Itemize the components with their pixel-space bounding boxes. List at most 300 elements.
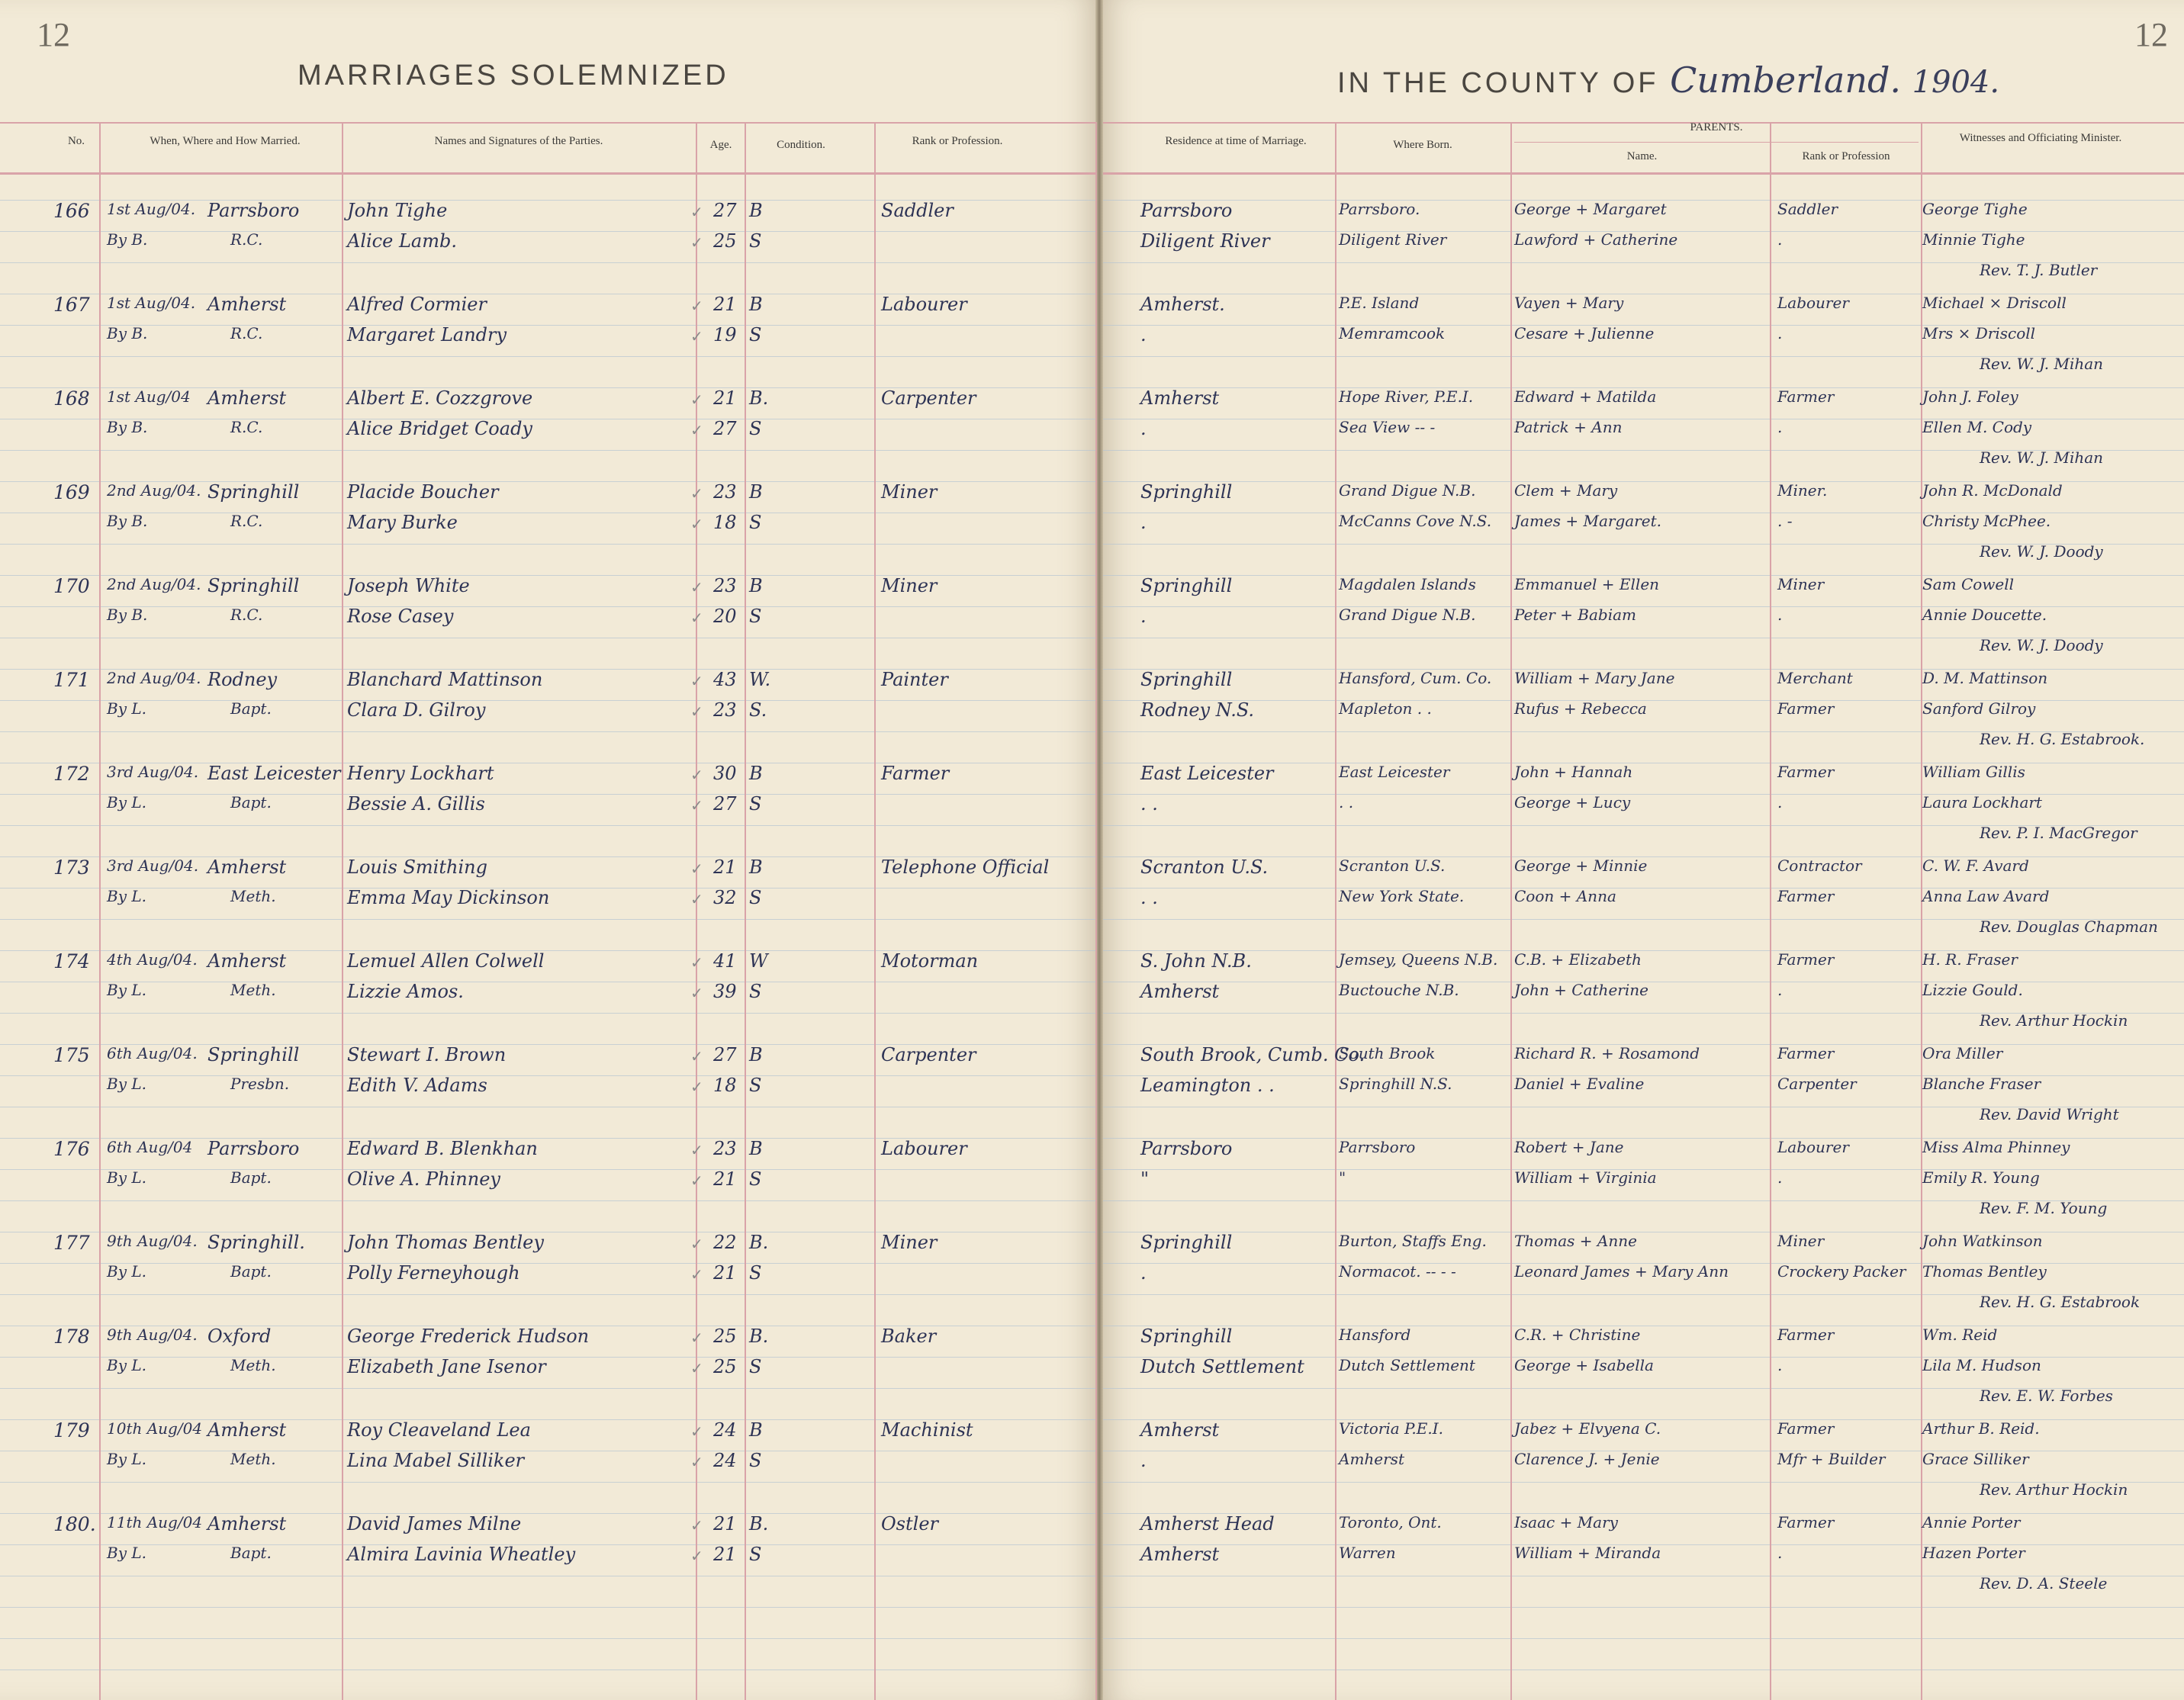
check-mark-icon: ✓ [690, 702, 703, 721]
groom-parents-profession: Farmer [1777, 1044, 1835, 1062]
bride-parents: William + Virginia [1514, 1168, 1657, 1187]
check-mark-icon: ✓ [690, 203, 703, 221]
bride-parents: James + Margaret. [1514, 512, 1661, 530]
header-bottom-rule [1103, 172, 2184, 175]
check-mark-icon: ✓ [690, 233, 703, 252]
bride-birthplace: New York State. [1339, 887, 1465, 905]
groom-name: Lemuel Allen Colwell [347, 950, 545, 972]
marriage-method: By L. [107, 1168, 146, 1187]
entry-number: 180. [53, 1513, 96, 1535]
ruled-line [0, 919, 1095, 920]
groom-name: John Tighe [347, 200, 448, 221]
bride-residence: " [1140, 1168, 1150, 1190]
bride-birthplace: " [1339, 1168, 1346, 1187]
groom-parents-profession: Farmer [1777, 950, 1835, 969]
marriage-date: 2nd Aug/04. [107, 575, 201, 593]
groom-condition: B. [749, 1326, 769, 1347]
witness-2: Christy McPhee. [1922, 512, 2051, 530]
marriage-method: By L. [107, 699, 146, 718]
officiating-minister: Rev. H. G. Estabrook. [1980, 730, 2145, 748]
groom-profession: Saddler [881, 200, 954, 221]
groom-profession: Labourer [881, 1138, 967, 1159]
groom-parents-profession: Saddler [1777, 200, 1838, 218]
ruled-line [0, 825, 1095, 826]
groom-name: Joseph White [347, 575, 470, 596]
marriage-place: Amherst [207, 856, 287, 878]
marriage-method: By L. [107, 887, 146, 905]
groom-profession: Farmer [881, 763, 950, 784]
officiating-minister: Rev. W. J. Doody [1980, 542, 2103, 561]
marriage-place: Amherst [207, 387, 287, 409]
groom-name: Louis Smithing [347, 856, 487, 878]
groom-name: Stewart I. Brown [347, 1044, 507, 1065]
witness-2: Ellen M. Cody [1922, 418, 2032, 436]
county-name: Cumberland. [1670, 59, 1902, 101]
bride-condition: S [749, 981, 762, 1002]
marriage-date: 11th Aug/04 [107, 1513, 203, 1531]
bride-name: Margaret Landry [347, 324, 507, 345]
groom-condition: W. [749, 669, 771, 690]
ruled-line [0, 1294, 1095, 1295]
groom-birthplace: Scranton U.S. [1339, 856, 1446, 875]
marriage-place: Springhill [207, 481, 300, 503]
bride-parents: Cesare + Julienne [1514, 324, 1655, 342]
marriage-place: Amherst [207, 294, 287, 315]
groom-parents-profession: Miner. [1777, 481, 1828, 500]
witness-1: H. R. Fraser [1922, 950, 2018, 969]
ruled-line [0, 700, 1095, 701]
marriage-place: Springhill [207, 1044, 300, 1065]
groom-parents: Vayen + Mary [1514, 294, 1624, 312]
witness-2: Laura Lockhart [1922, 793, 2042, 811]
officiating-minister: Rev. W. J. Doody [1980, 636, 2103, 654]
ruled-line [1103, 1669, 2184, 1670]
check-mark-icon: ✓ [690, 766, 703, 784]
ruled-line [1103, 1638, 2184, 1639]
marriage-place: East Leicester [207, 763, 341, 784]
entry-number: 177 [53, 1232, 90, 1254]
groom-condition: B [749, 575, 763, 596]
bride-condition: S [749, 1262, 762, 1284]
bride-birthplace: Buctouche N.B. [1339, 981, 1459, 999]
groom-name: David James Milne [347, 1513, 522, 1534]
bride-parents-profession: Farmer [1777, 887, 1835, 905]
witness-1: Annie Porter [1922, 1513, 2021, 1531]
groom-name: Placide Boucher [347, 481, 499, 503]
bride-parents-profession: . [1777, 418, 1783, 436]
marriage-date: 1st Aug/04. [107, 200, 196, 218]
bride-name: Almira Lavinia Wheatley [347, 1544, 576, 1565]
marriage-date: 10th Aug/04 [107, 1419, 203, 1438]
bride-birthplace: McCanns Cove N.S. [1339, 512, 1492, 530]
groom-profession: Machinist [881, 1419, 973, 1441]
marriage-date: 1st Aug/04 [107, 387, 191, 406]
groom-parents: Emmanuel + Ellen [1514, 575, 1660, 593]
ruled-line [0, 262, 1095, 263]
bride-parents: Lawford + Catherine [1514, 230, 1678, 249]
bride-name: Clara D. Gilroy [347, 699, 486, 721]
ruled-line [0, 1638, 1095, 1639]
entry-number: 176 [53, 1138, 90, 1160]
groom-parents: George + Margaret [1514, 200, 1667, 218]
left-page-number: 12 [37, 16, 70, 53]
groom-age: 27 [713, 1044, 737, 1065]
register-year: 1904. [1912, 65, 2000, 100]
entry-number: 168 [53, 387, 90, 410]
marriage-place: Springhill. [207, 1232, 305, 1253]
denomination: Bapt. [230, 699, 272, 718]
bride-age: 27 [713, 418, 737, 439]
bride-residence: Amherst [1140, 1544, 1220, 1565]
ruled-line [1103, 950, 2184, 951]
groom-residence: Amherst. [1140, 294, 1225, 315]
groom-residence: Springhill [1140, 575, 1233, 596]
bride-name: Emma May Dickinson [347, 887, 550, 908]
groom-parents: Thomas + Anne [1514, 1232, 1637, 1250]
marriage-place: Amherst [207, 950, 287, 972]
marriage-method: By B. [107, 606, 148, 624]
marriage-place: Parrsboro [207, 1138, 300, 1159]
groom-birthplace: P.E. Island [1339, 294, 1420, 312]
groom-parents: Edward + Matilda [1514, 387, 1657, 406]
groom-birthplace: Burton, Staffs Eng. [1339, 1232, 1487, 1250]
entry-number: 178 [53, 1326, 90, 1348]
bride-condition: S [749, 1450, 762, 1471]
bride-residence: . [1140, 1450, 1147, 1471]
groom-parents-profession: Miner [1777, 575, 1825, 593]
witness-1: John R. McDonald [1922, 481, 2063, 500]
header-condition: Condition. [777, 139, 825, 151]
groom-birthplace: Magdalen Islands [1339, 575, 1476, 593]
witness-2: Lila M. Hudson [1922, 1356, 2041, 1374]
marriage-method: By B. [107, 512, 148, 530]
groom-parents-profession: Merchant [1777, 669, 1853, 687]
groom-profession: Baker [881, 1326, 937, 1347]
bride-residence: . [1140, 606, 1147, 627]
check-mark-icon: ✓ [690, 297, 703, 315]
entry-number: 172 [53, 763, 90, 785]
witness-1: Sam Cowell [1922, 575, 2015, 593]
bride-parents: Coon + Anna [1514, 887, 1616, 905]
groom-condition: B [749, 1419, 763, 1441]
witness-2: Mrs × Driscoll [1922, 324, 2036, 342]
check-mark-icon: ✓ [690, 890, 703, 908]
groom-profession: Miner [881, 481, 938, 503]
bride-birthplace: Memramcook [1339, 324, 1446, 342]
header-no: No. [67, 135, 85, 147]
groom-profession: Carpenter [881, 1044, 976, 1065]
groom-birthplace: Hope River, P.E.I. [1339, 387, 1474, 406]
ruled-line [0, 1669, 1095, 1670]
header-parent-rank: Rank or Profession [1802, 150, 1890, 162]
groom-parents: Clem + Mary [1514, 481, 1618, 500]
entry-number: 169 [53, 481, 90, 503]
groom-parents-profession: Contractor [1777, 856, 1862, 875]
bride-parents-profession: . [1777, 230, 1783, 249]
bride-residence: . [1140, 1262, 1147, 1284]
bride-parents-profession: . [1777, 1544, 1783, 1562]
marriage-date: 6th Aug/04 [107, 1138, 193, 1156]
groom-condition: B [749, 294, 763, 315]
header-bottom-rule [0, 172, 1095, 175]
bride-residence: Dutch Settlement [1140, 1356, 1304, 1377]
groom-birthplace: East Leicester [1339, 763, 1450, 781]
groom-condition: B [749, 200, 763, 221]
bride-name: Polly Ferneyhough [347, 1262, 520, 1284]
groom-condition: B [749, 763, 763, 784]
marriage-date: 9th Aug/04. [107, 1326, 198, 1344]
bride-condition: S [749, 887, 762, 908]
marriage-date: 9th Aug/04. [107, 1232, 198, 1250]
bride-age: 21 [713, 1168, 737, 1190]
bride-age: 21 [713, 1544, 737, 1565]
denomination: Bapt. [230, 1168, 272, 1187]
groom-birthplace: Jemsey, Queens N.B. [1339, 950, 1498, 969]
marriage-method: By L. [107, 1450, 146, 1468]
groom-parents-profession: Labourer [1777, 1138, 1849, 1156]
witness-1: Arthur B. Reid. [1922, 1419, 2040, 1438]
check-mark-icon: ✓ [690, 1171, 703, 1190]
bride-age: 18 [713, 1075, 737, 1096]
officiating-minister: Rev. H. G. Estabrook [1980, 1293, 2141, 1311]
check-mark-icon: ✓ [690, 1422, 703, 1441]
bride-parents-profession: Crockery Packer [1777, 1262, 1906, 1281]
groom-birthplace: Parrsboro. [1339, 200, 1420, 218]
groom-name: Edward B. Blenkhan [347, 1138, 538, 1159]
groom-residence: Springhill [1140, 669, 1233, 690]
column-rule [1510, 122, 1512, 1700]
check-mark-icon: ✓ [690, 578, 703, 596]
bride-birthplace: Dutch Settlement [1339, 1356, 1475, 1374]
groom-age: 23 [713, 1138, 737, 1159]
officiating-minister: Rev. David Wright [1980, 1105, 2119, 1123]
bride-parents: William + Miranda [1514, 1544, 1661, 1562]
bride-residence: . . [1140, 793, 1158, 815]
witness-1: Michael × Driscoll [1922, 294, 2067, 312]
check-mark-icon: ✓ [690, 860, 703, 878]
denomination: Meth. [230, 1450, 276, 1468]
ruled-line [0, 1200, 1095, 1201]
bride-condition: S. [749, 699, 767, 721]
bride-condition: S [749, 512, 762, 533]
bride-birthplace: Grand Digue N.B. [1339, 606, 1476, 624]
bride-parents-profession: . [1777, 324, 1783, 342]
bride-name: Mary Burke [347, 512, 458, 533]
groom-condition: B. [749, 1232, 769, 1253]
bride-birthplace: Warren [1339, 1544, 1396, 1562]
bride-condition: S [749, 1356, 762, 1377]
column-rule [874, 122, 876, 1700]
bride-birthplace: Amherst [1339, 1450, 1404, 1468]
bride-name: Olive A. Phinney [347, 1168, 500, 1190]
groom-profession: Telephone Official [881, 856, 1050, 878]
denomination: Bapt. [230, 1544, 272, 1562]
denomination: R.C. [230, 512, 263, 530]
bride-age: 25 [713, 230, 737, 252]
bride-condition: S [749, 418, 762, 439]
groom-residence: Parrsboro [1140, 1138, 1233, 1159]
marriage-place: Oxford [207, 1326, 272, 1347]
check-mark-icon: ✓ [690, 1265, 703, 1284]
entry-number: 173 [53, 856, 90, 879]
marriage-method: By L. [107, 1544, 146, 1562]
witness-1: John J. Foley [1922, 387, 2018, 406]
marriage-method: By L. [107, 1262, 146, 1281]
marriage-date: 2nd Aug/04. [107, 669, 201, 687]
bride-parents: George + Isabella [1514, 1356, 1654, 1374]
marriage-date: 2nd Aug/04. [107, 481, 201, 500]
bride-name: Elizabeth Jane Isenor [347, 1356, 546, 1377]
bride-parents-profession: . [1777, 1356, 1783, 1374]
witness-2: Annie Doucette. [1922, 606, 2047, 624]
groom-condition: B [749, 1138, 763, 1159]
header-age: Age. [709, 139, 732, 151]
entry-number: 174 [53, 950, 90, 972]
ruled-line [0, 1169, 1095, 1170]
check-mark-icon: ✓ [690, 984, 703, 1002]
groom-age: 27 [713, 200, 737, 221]
marriage-date: 6th Aug/04. [107, 1044, 198, 1062]
entry-number: 167 [53, 294, 90, 316]
groom-parents: C.B. + Elizabeth [1514, 950, 1642, 969]
witness-1: William Gillis [1922, 763, 2025, 781]
bride-name: Lizzie Amos. [347, 981, 464, 1002]
check-mark-icon: ✓ [690, 953, 703, 972]
groom-name: Alfred Cormier [347, 294, 487, 315]
right-page [1101, 0, 2184, 1700]
groom-parents-profession: Farmer [1777, 1419, 1835, 1438]
groom-age: 21 [713, 1513, 737, 1534]
column-rule [342, 122, 343, 1700]
groom-parents: Jabez + Elvyena C. [1514, 1419, 1661, 1438]
bride-name: Bessie A. Gillis [347, 793, 485, 815]
marriage-place: Amherst [207, 1419, 287, 1441]
bride-birthplace: Normacot. -- - - [1339, 1262, 1456, 1281]
groom-name: Henry Lockhart [347, 763, 494, 784]
column-rule [99, 122, 101, 1700]
ruled-line [0, 794, 1095, 795]
bride-condition: S [749, 793, 762, 815]
marriage-date: 4th Aug/04. [107, 950, 198, 969]
ruled-line [0, 450, 1095, 451]
denomination: Presbn. [230, 1075, 290, 1093]
bride-parents: Clarence J. + Jenie [1514, 1450, 1660, 1468]
groom-profession: Miner [881, 1232, 938, 1253]
check-mark-icon: ✓ [690, 1047, 703, 1065]
marriage-place: Amherst [207, 1513, 287, 1534]
bride-age: 24 [713, 1450, 737, 1471]
groom-parents-profession: Farmer [1777, 1326, 1835, 1344]
groom-name: Roy Cleaveland Lea [347, 1419, 531, 1441]
groom-condition: B [749, 481, 763, 503]
officiating-minister: Rev. F. M. Young [1980, 1199, 2108, 1217]
denomination: Meth. [230, 887, 276, 905]
bride-residence: Leamington . . [1140, 1075, 1275, 1096]
header-rank: Rank or Profession. [912, 135, 1003, 147]
entry-number: 179 [53, 1419, 90, 1441]
bride-parents: John + Catherine [1514, 981, 1648, 999]
groom-parents-profession: Miner [1777, 1232, 1825, 1250]
header-witnesses: Witnesses and Officiating Minister. [1959, 132, 2122, 144]
marriage-method: By B. [107, 230, 148, 249]
groom-parents-profession: Farmer [1777, 387, 1835, 406]
denomination: R.C. [230, 230, 263, 249]
check-mark-icon: ✓ [690, 327, 703, 345]
bride-condition: S [749, 606, 762, 627]
bride-parents-profession: Carpenter [1777, 1075, 1857, 1093]
witness-2: Anna Law Avard [1922, 887, 2050, 905]
bride-name: Edith V. Adams [347, 1075, 487, 1096]
check-mark-icon: ✓ [690, 609, 703, 627]
groom-condition: W [749, 950, 768, 972]
bride-name: Rose Casey [347, 606, 454, 627]
marriage-method: By L. [107, 1356, 146, 1374]
bride-parents-profession: . - [1777, 512, 1793, 530]
groom-parents-profession: Farmer [1777, 763, 1835, 781]
left-page-title: MARRIAGES SOLEMNIZED [298, 59, 729, 92]
officiating-minister: Rev. Arthur Hockin [1980, 1480, 2128, 1499]
bride-birthplace: Sea View -- - [1339, 418, 1436, 436]
check-mark-icon: ✓ [690, 1141, 703, 1159]
check-mark-icon: ✓ [690, 672, 703, 690]
groom-residence: East Leicester [1140, 763, 1274, 784]
bride-parents-profession: Mfr + Builder [1777, 1450, 1886, 1468]
groom-parents: George + Minnie [1514, 856, 1648, 875]
witness-2: Emily R. Young [1922, 1168, 2040, 1187]
groom-condition: B [749, 1044, 763, 1065]
bride-parents: Daniel + Evaline [1514, 1075, 1645, 1093]
entry-number: 171 [53, 669, 90, 691]
groom-birthplace: Parrsboro [1339, 1138, 1416, 1156]
bride-residence: . [1140, 324, 1147, 345]
bride-parents: Rufus + Rebecca [1514, 699, 1647, 718]
officiating-minister: Rev. Arthur Hockin [1980, 1011, 2128, 1030]
bride-parents-profession: . [1777, 1168, 1783, 1187]
bride-parents: Patrick + Ann [1514, 418, 1623, 436]
ruled-line [0, 1075, 1095, 1076]
bride-name: Lina Mabel Silliker [347, 1450, 525, 1471]
bride-residence: Amherst [1140, 981, 1220, 1002]
check-mark-icon: ✓ [690, 1235, 703, 1253]
header-top-rule [0, 122, 1095, 124]
header-parents: PARENTS. [1690, 121, 1743, 133]
entry-number: 166 [53, 200, 90, 222]
witness-2: Thomas Bentley [1922, 1262, 2047, 1281]
check-mark-icon: ✓ [690, 421, 703, 439]
marriage-method: By L. [107, 793, 146, 811]
groom-residence: Scranton U.S. [1140, 856, 1269, 878]
denomination: R.C. [230, 418, 263, 436]
bride-age: 27 [713, 793, 737, 815]
witness-2: Hazen Porter [1922, 1544, 2025, 1562]
ruled-line [0, 325, 1095, 326]
officiating-minister: Rev. D. A. Steele [1980, 1574, 2108, 1592]
groom-residence: Amherst [1140, 1419, 1220, 1441]
groom-age: 23 [713, 575, 737, 596]
check-mark-icon: ✓ [690, 484, 703, 503]
entry-number: 170 [53, 575, 90, 597]
check-mark-icon: ✓ [690, 1453, 703, 1471]
header-residence: Residence at time of Marriage. [1165, 135, 1307, 147]
denomination: Meth. [230, 1356, 276, 1374]
groom-profession: Labourer [881, 294, 967, 315]
county-heading: IN THE COUNTY OF [1337, 67, 1659, 99]
marriage-method: By B. [107, 418, 148, 436]
ruled-line [0, 1013, 1095, 1014]
marriage-place: Rodney [207, 669, 278, 690]
groom-parents: Isaac + Mary [1514, 1513, 1618, 1531]
right-page-number: 12 [2134, 16, 2168, 53]
